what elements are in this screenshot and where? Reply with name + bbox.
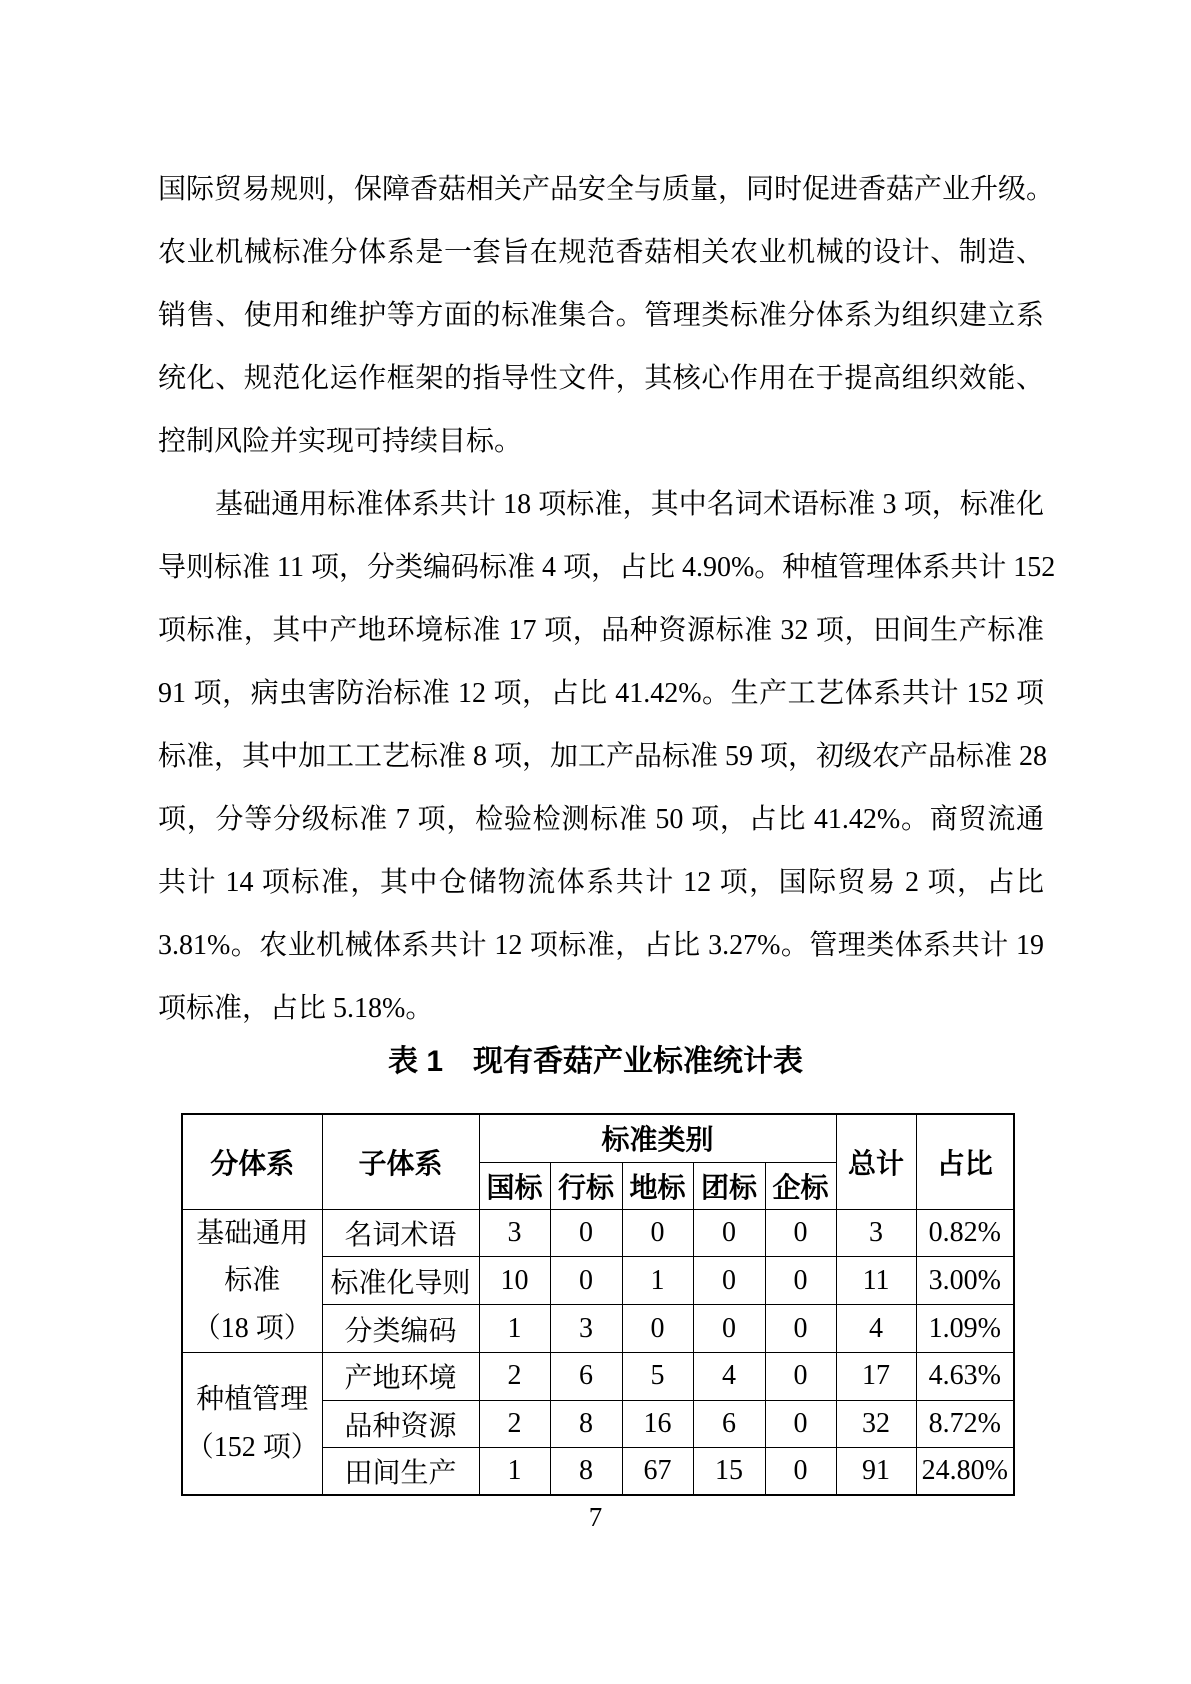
group-name-line: （18 项） <box>192 1312 312 1344</box>
body-text <box>158 158 1056 1040</box>
value-cell: 8 <box>550 1448 622 1496</box>
value-cell: 0 <box>550 1257 622 1305</box>
table-row <box>182 1209 1014 1257</box>
paragraph-line: 项标准，其中产地环境标准 17 项，品种资源标准 32 项，田间生产标准 <box>158 615 1044 646</box>
table-header-row <box>182 1114 1014 1162</box>
header-ratio: 占比 <box>916 1114 1014 1209</box>
paragraph-line: 导则标准 11 项，分类编码标准 4 项，占比 4.90%。种植管理体系共计 152 <box>158 552 1056 583</box>
value-cell: 0 <box>622 1305 693 1353</box>
value-cell: 1 <box>479 1305 550 1353</box>
subcategory-cell: 名词术语 <box>322 1209 479 1257</box>
header-std-type: 企标 <box>765 1162 836 1209</box>
value-cell: 0 <box>765 1400 836 1448</box>
paragraph-line: 项，分等分级标准 7 项，检验检测标准 50 项，占比 41.42%。商贸流通 <box>158 804 1044 835</box>
group-cell-basic-standards <box>182 1209 322 1353</box>
paragraph-line: 国际贸易规则，保障香菇相关产品安全与质量，同时促进香菇产业升级。 <box>158 174 1055 205</box>
value-cell: 0 <box>765 1448 836 1496</box>
group-name-line: 种植管理 <box>196 1384 309 1415</box>
value-cell: 3 <box>479 1209 550 1257</box>
header-std-type: 行标 <box>550 1162 622 1209</box>
value-cell: 0 <box>550 1209 622 1257</box>
ratio-cell: 4.63% <box>916 1353 1014 1401</box>
total-cell: 11 <box>836 1257 916 1305</box>
paragraph-line: 销售、使用和维护等方面的标准集合。管理类标准分体系为组织建立系 <box>158 300 1044 331</box>
total-cell: 17 <box>836 1353 916 1401</box>
value-cell: 2 <box>479 1400 550 1448</box>
value-cell: 67 <box>622 1448 693 1496</box>
value-cell: 0 <box>622 1209 693 1257</box>
group-cell-planting-management <box>182 1353 322 1496</box>
standards-table <box>181 1113 1015 1496</box>
subcategory-cell: 标准化导则 <box>322 1257 479 1305</box>
value-cell: 6 <box>693 1400 765 1448</box>
paragraph-line: 统化、规范化运作框架的指导性文件，其核心作用在于提高组织效能、 <box>158 363 1044 394</box>
ratio-cell: 24.80% <box>916 1448 1014 1496</box>
paragraph-line: 3.81%。农业机械体系共计 12 项标准，占比 3.27%。管理类体系共计 19 <box>158 930 1044 961</box>
subcategory-cell: 田间生产 <box>322 1448 479 1496</box>
paragraph-line: 控制风险并实现可持续目标。 <box>158 426 523 457</box>
value-cell: 2 <box>479 1353 550 1401</box>
header-std-type: 国标 <box>479 1162 550 1209</box>
table-caption: 表 1 现有香菇产业标准统计表 <box>387 1045 804 1078</box>
header-subcategory: 子体系 <box>322 1114 479 1209</box>
value-cell: 0 <box>765 1305 836 1353</box>
value-cell: 0 <box>765 1353 836 1401</box>
value-cell: 0 <box>693 1305 765 1353</box>
paragraph-line: 基础通用标准体系共计 18 项标准，其中名词术语标准 3 项，标准化 <box>215 489 1044 520</box>
value-cell: 8 <box>550 1400 622 1448</box>
value-cell: 0 <box>765 1209 836 1257</box>
header-std-type: 地标 <box>622 1162 693 1209</box>
total-cell: 4 <box>836 1305 916 1353</box>
value-cell: 4 <box>693 1353 765 1401</box>
ratio-cell: 3.00% <box>916 1257 1014 1305</box>
subcategory-cell: 分类编码 <box>322 1305 479 1353</box>
paragraph-line: 项标准，占比 5.18%。 <box>158 993 434 1024</box>
group-name-line: （152 项） <box>185 1431 319 1463</box>
header-std-category: 标准类别 <box>479 1114 836 1162</box>
value-cell: 0 <box>693 1209 765 1257</box>
paragraph-line: 标准，其中加工工艺标准 8 项，加工产品标准 59 项，初级农产品标准 28 <box>158 741 1048 772</box>
ratio-cell: 0.82% <box>916 1209 1014 1257</box>
subcategory-cell: 品种资源 <box>322 1400 479 1448</box>
total-cell: 91 <box>836 1448 916 1496</box>
ratio-cell: 1.09% <box>916 1305 1014 1353</box>
total-cell: 3 <box>836 1209 916 1257</box>
value-cell: 1 <box>479 1448 550 1496</box>
header-subsystem: 分体系 <box>182 1114 322 1209</box>
value-cell: 15 <box>693 1448 765 1496</box>
ratio-cell: 8.72% <box>916 1400 1014 1448</box>
paragraph-line: 农业机械标准分体系是一套旨在规范香菇相关农业机械的设计、制造、 <box>158 237 1044 268</box>
group-name-line: 标准 <box>224 1265 281 1296</box>
page-number: 7 <box>588 1502 603 1532</box>
subcategory-cell: 产地环境 <box>322 1353 479 1401</box>
header-std-type: 团标 <box>693 1162 765 1209</box>
value-cell: 3 <box>550 1305 622 1353</box>
value-cell: 0 <box>765 1257 836 1305</box>
table-row <box>182 1353 1014 1401</box>
value-cell: 5 <box>622 1353 693 1401</box>
group-name-line: 基础通用 <box>196 1217 309 1249</box>
value-cell: 16 <box>622 1400 693 1448</box>
header-total: 总计 <box>836 1114 916 1209</box>
total-cell: 32 <box>836 1400 916 1448</box>
value-cell: 0 <box>693 1257 765 1305</box>
value-cell: 1 <box>622 1257 693 1305</box>
paragraph-line: 91 项，病虫害防治标准 12 项，占比 41.42%。生产工艺体系共计 152 项 <box>158 678 1044 709</box>
value-cell: 10 <box>479 1257 550 1305</box>
paragraph-line: 共计 14 项标准，其中仓储物流体系共计 12 项，国际贸易 2 项，占比 <box>158 867 1044 898</box>
value-cell: 6 <box>550 1353 622 1401</box>
